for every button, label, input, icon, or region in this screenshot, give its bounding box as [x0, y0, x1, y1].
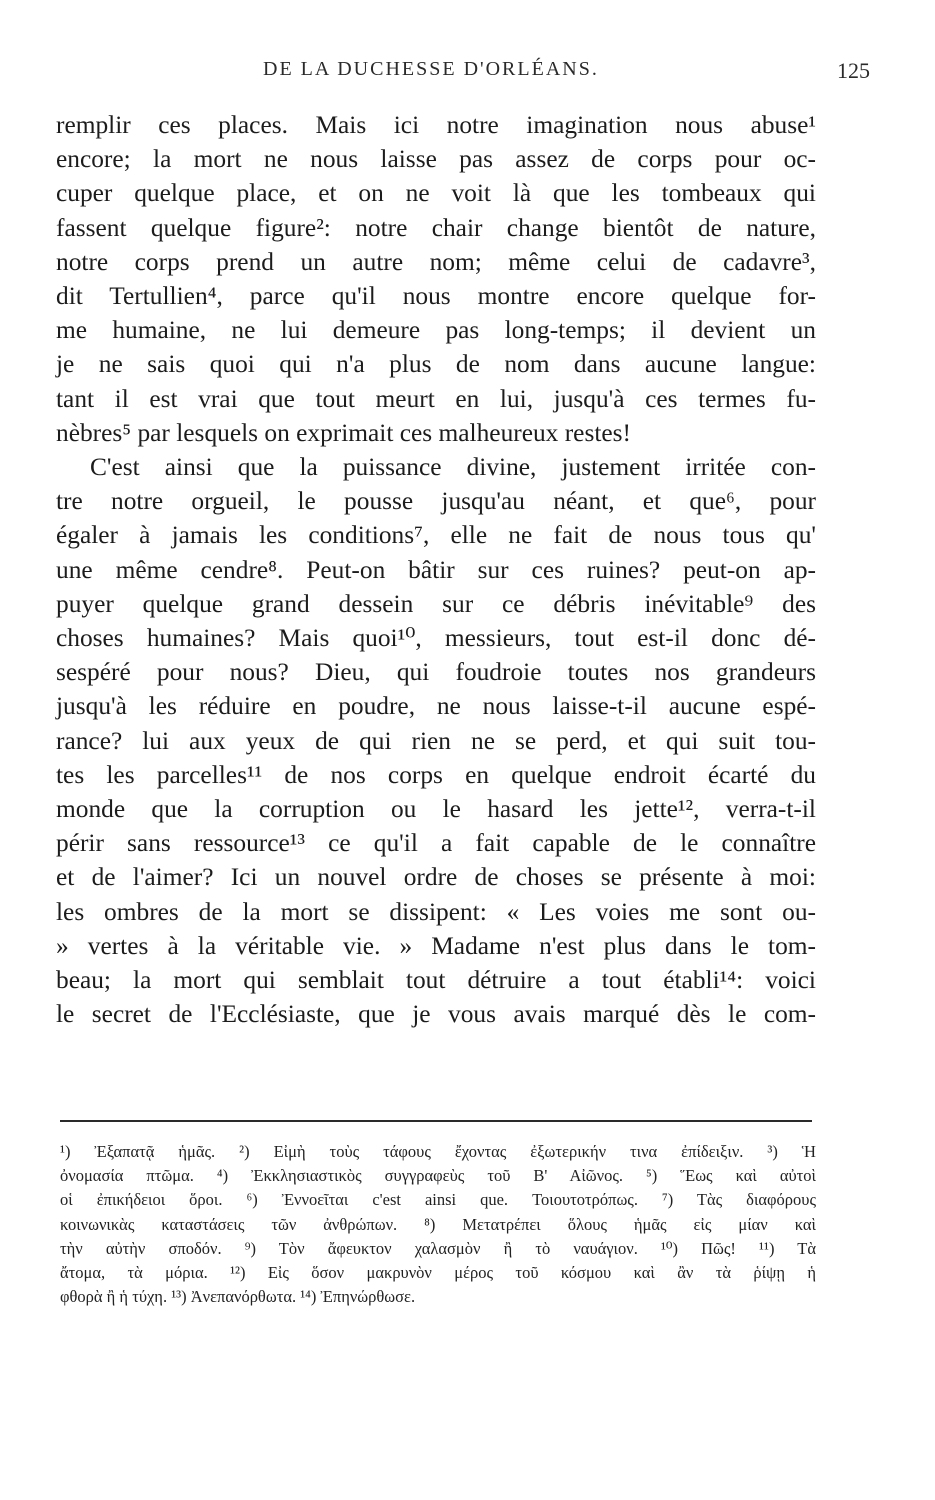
text-line: sespéré pour nous? Dieu, qui foudroie toutes nos grandeurs — [56, 658, 816, 687]
footnote-line: τὴν αὐτὴν σποδόν. ⁹) Τὸν ἄφευκτον χαλασμὸν ἢ τὸ ναυάγιον. ¹⁰) Πῶς! ¹¹) Τὰ — [60, 1238, 816, 1258]
text-line: fassent quelque figure²: notre chair change bientôt de nature, — [56, 213, 816, 242]
text-line: puyer quelque grand dessein sur ce débris inévitable⁹ des — [56, 589, 816, 618]
footnotes — [60, 1140, 816, 1309]
footnote-line: ¹) Ἐξαπατᾷ ἡμᾶς. ²) Εἰμὴ τοὺς τάφους ἔχοντας ἐξωτερικήν τινα ἐπίδειξιν. ³) Ἡ — [60, 1142, 816, 1161]
text-line: nèbres⁵ par lesquels on exprimait ces malheureux restes! — [56, 418, 631, 447]
running-title: DE LA DUCHESSE D'ORLÉANS. — [263, 58, 599, 80]
text-line: choses humaines? Mais quoi¹⁰, messieurs, tout est-il donc dé- — [56, 624, 816, 653]
text-line: encore; la mort ne nous laisse pas assez de corps pour oc- — [56, 145, 816, 174]
text-line: et de l'aimer? Ici un nouvel ordre de choses se présente à moi: — [56, 863, 816, 892]
text-line: jusqu'à les réduire en poudre, ne nous laisse-t-il aucune espé- — [56, 692, 816, 721]
text-line: dit Tertullien⁴, parce qu'il nous montre encore quelque for- — [56, 282, 816, 311]
text-line: le secret de l'Ecclésiaste, que je vous avais marqué dès le com- — [56, 1000, 816, 1029]
text-line: tre notre orgueil, le pousse jusqu'au néant, et que⁶, pour — [56, 487, 816, 516]
text-line: me humaine, ne lui demeure pas long-temps; il devient un — [56, 316, 816, 345]
text-line: cuper quelque place, et on ne voit là que les tombeaux qui — [56, 179, 816, 208]
page-header — [58, 58, 870, 94]
text-line: beau; la mort qui semblait tout détruire a tout établi¹⁴: voici — [56, 966, 816, 995]
footnote-line: οἱ ἐπικήδειοι ὅροι. ⁶) Ἐννοεῖται c'est ainsi que. Τοιουτοτρόπως. ⁷) Τὰς διαφόρους — [60, 1190, 816, 1210]
text-line: notre corps prend un autre nom; même celui de cadavre³, — [56, 247, 816, 276]
text-line: monde que la corruption ou le hasard les jette¹², verra-t-il — [56, 795, 816, 824]
text-line: une même cendre⁸. Peut-on bâtir sur ces ruines? peut-on ap- — [56, 555, 816, 584]
footnote-line: κοινωνικὰς καταστάσεις τῶν ἀνθρώπων. ⁸) Μετατρέπει ὅλους ἡμᾶς εἰς μίαν καὶ — [60, 1214, 816, 1234]
footnote-line: ὀνομασία πτῶμα. ⁴) Ἐκκλησιαστικὸς συγγραφεὺς τοῦ Β' Αἰῶνος. ⁵) Ἕως καὶ αὐτοὶ — [60, 1166, 816, 1186]
page-number: 125 — [837, 58, 870, 83]
text-line: égaler à jamais les conditions⁷, elle ne fait de nous tous qu' — [56, 521, 816, 550]
text-line: périr sans ressource¹³ ce qu'il a fait capable de le connaître — [56, 829, 816, 858]
text-line: tant il est vrai que tout meurt en lui, jusqu'à ces termes fu- — [56, 384, 816, 413]
body-text — [56, 108, 816, 1031]
text-line: rance? lui aux yeux de qui rien ne se perd, et qui suit tou- — [56, 726, 816, 755]
footnote-line: φθορὰ ἢ ἡ τύχη. ¹³) Ἀνεπανόρθωτα. ¹⁴) Ἐπηνώρθωσε. — [60, 1287, 416, 1307]
text-line: » vertes à la véritable vie. » Madame n'est plus dans le tom- — [56, 931, 816, 960]
text-line: je ne sais quoi qui n'a plus de nom dans aucune langue: — [56, 350, 816, 379]
text-line: remplir ces places. Mais ici notre imagination nous abuse¹ — [56, 111, 816, 139]
text-line: les ombres de la mort se dissipent: « Les voies me sont ou- — [56, 897, 816, 926]
footnote-divider — [60, 1120, 812, 1122]
footnote-line: ἄτομα, τὰ μόρια. ¹²) Εἰς ὅσον μακρυνὸν μέρος τοῦ κόσμου καὶ ἂν τὰ ῥίψῃ ἡ — [60, 1263, 816, 1283]
text-line: tes les parcelles¹¹ de nos corps en quelque endroit écarté du — [56, 760, 816, 789]
text-line: C'est ainsi que la puissance divine, justement irritée con- — [90, 453, 816, 482]
